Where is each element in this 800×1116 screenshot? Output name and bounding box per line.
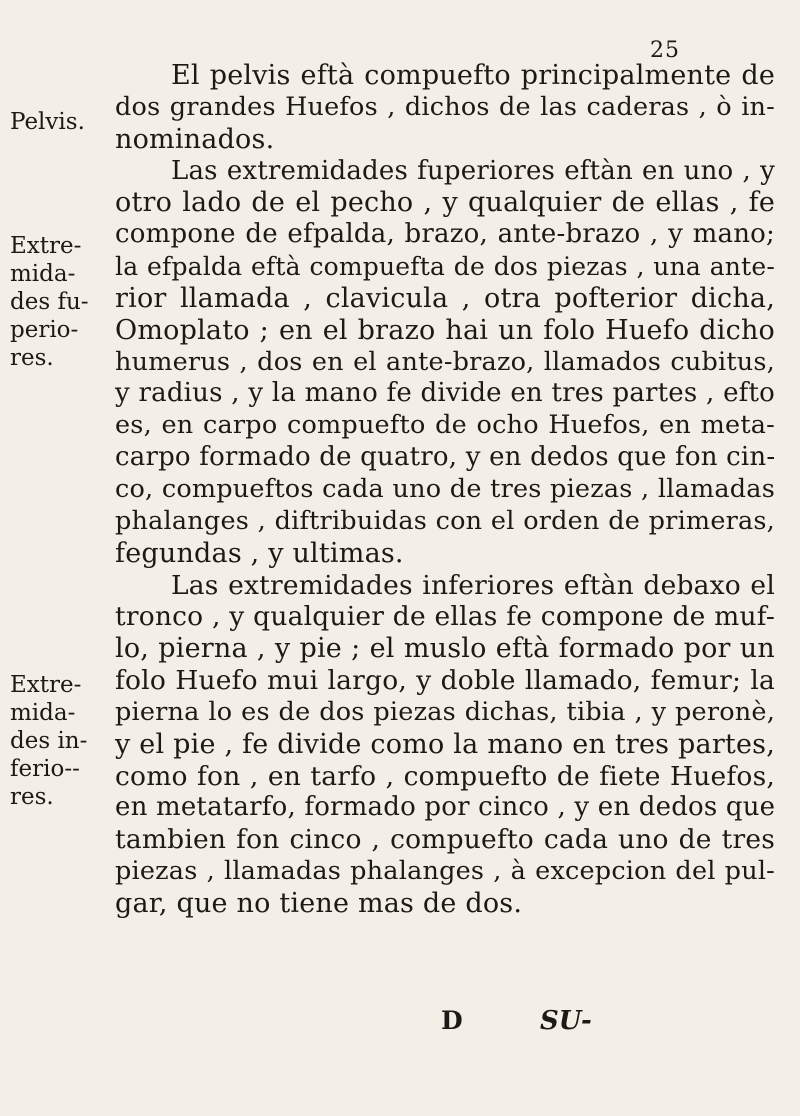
text-line: en metatarfo, formado por cinco , y en dedos que xyxy=(115,792,776,823)
text-line: nominados. xyxy=(115,123,275,155)
text-line: El pelvis eftà compuefto principalmente de xyxy=(171,60,775,91)
text-line: y el pie , fe divide como la mano en tres partes, xyxy=(115,728,775,760)
margin-note-line: des fu- xyxy=(10,289,89,315)
page-number: 25 xyxy=(650,38,680,63)
margin-note-upper-extremities xyxy=(10,232,96,372)
text-line: Las extremidades fuperiores eftàn en uno , y xyxy=(171,155,775,186)
text-line: dos grandes Huefos , dichos de las caderas , ò in- xyxy=(115,91,775,122)
text-line: y radius , y la mano fe divide en tres partes , efto xyxy=(115,378,775,409)
margin-note-line: Pelvis. xyxy=(10,109,85,135)
text-line: humerus , dos en el ante-brazo, llamados cubitus, xyxy=(115,346,775,377)
margin-note-line: des in- xyxy=(10,728,88,754)
margin-note-line: perio- xyxy=(10,317,79,343)
text-line: Las extremidades inferiores eftàn debaxo el xyxy=(171,569,775,601)
text-line: Omoplato ; en el brazo hai un folo Huefo dicho xyxy=(115,314,775,346)
catchword: SU- xyxy=(540,1006,592,1036)
margin-note-line: Extre- xyxy=(10,233,82,259)
margin-note-line: res. xyxy=(10,345,54,371)
margin-note-pelvis xyxy=(10,108,96,136)
text-line: la efpalda eftà compuefta de dos piezas , una ante- xyxy=(115,252,775,282)
text-line: como fon , en tarfo , compuefto de fiete Huefos, xyxy=(115,760,775,792)
text-line: carpo formado de quatro, y en dedos que fon cin- xyxy=(115,442,776,473)
text-line: compone de efpalda, brazo, ante-brazo , y mano; xyxy=(115,219,775,250)
text-line: tronco , y qualquier de ellas fe compone de muf- xyxy=(115,601,775,633)
text-line: pierna lo es de dos piezas dichas, tibia , y peronè, xyxy=(115,696,775,727)
margin-note-lower-extremities xyxy=(10,671,96,811)
margin-note-line: ferio-- xyxy=(10,756,80,782)
text-line: tambien fon cinco , compuefto cada uno de tres xyxy=(115,824,775,856)
text-line: rior llamada , clavicula , otra pofterior dicha, xyxy=(115,282,775,314)
text-line: otro lado de el pecho , y qualquier de ellas , fe xyxy=(115,187,775,219)
margin-note-line: mida- xyxy=(10,700,76,726)
text-line: co, compueftos cada uno de tres piezas , llamadas xyxy=(115,473,775,504)
page-footer xyxy=(0,1006,800,1046)
text-line: es, en carpo compuefto de ocho Huefos, en meta- xyxy=(115,410,775,441)
text-line: phalanges , diftribuidas con el orden de primeras, xyxy=(115,505,775,536)
signature-mark: D xyxy=(441,1006,463,1035)
text-line: lo, pierna , y pie ; el muslo eftà formado por un xyxy=(115,633,775,665)
margin-note-line: res. xyxy=(10,784,54,810)
text-line: piezas , llamadas phalanges , à excepcion del pul- xyxy=(115,856,775,887)
text-line: fegundas , y ultimas. xyxy=(115,537,404,569)
margin-note-line: mida- xyxy=(10,261,76,287)
margin-note-line: Extre- xyxy=(10,672,82,698)
text-line: gar, que no tiene mas de dos. xyxy=(115,887,523,919)
body-text xyxy=(115,60,775,920)
text-line: folo Huefo mui largo, y doble llamado, femur; la xyxy=(115,665,775,697)
